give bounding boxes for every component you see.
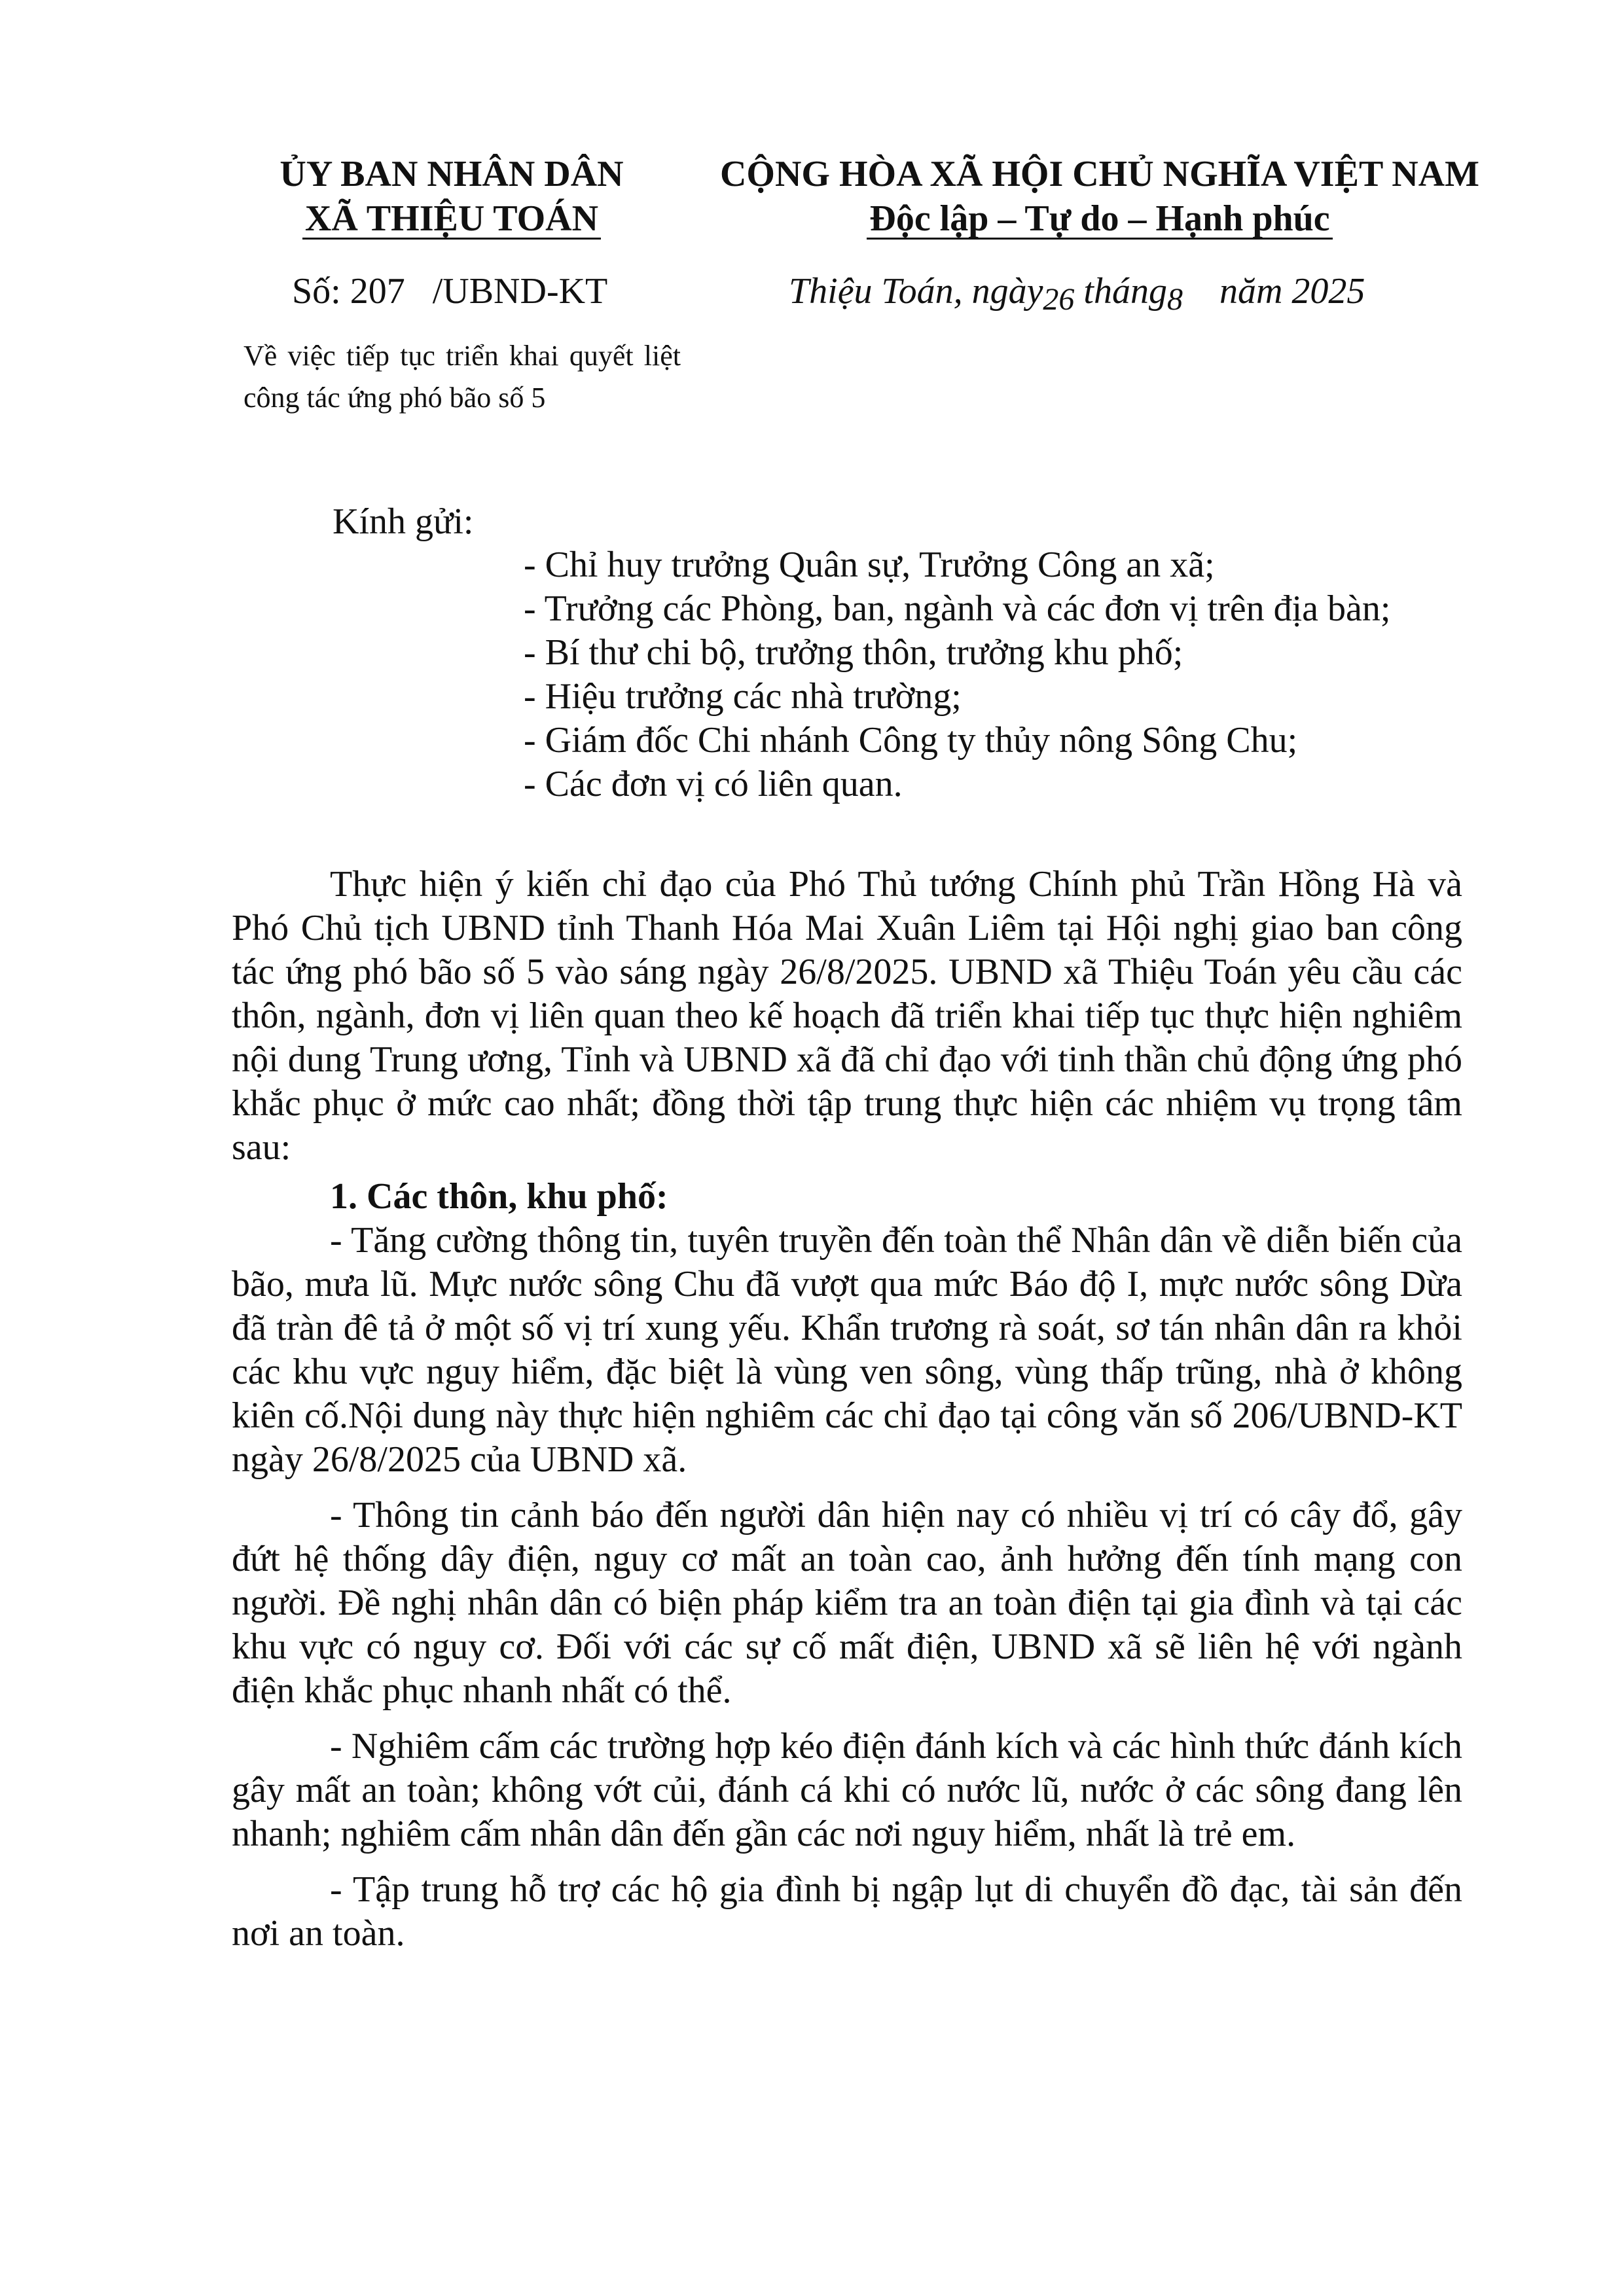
date-prefix: Thiệu Toán, ngày: [789, 271, 1043, 312]
doc-number-prefix: Số:: [292, 271, 350, 312]
nation-name: CỘNG HÒA XÃ HỘI CHỦ NGHĨA VIỆT NAM: [719, 154, 1480, 194]
national-title: [694, 152, 1506, 241]
recipient-item: - Giám đốc Chi nhánh Công ty thủy nông Sông Chu;: [524, 720, 1298, 761]
body-paragraph: - Tăng cường thông tin, tuyên truyền đến toàn thể Nhân dân về diễn biến của bão, mưa lũ. Mực nước sông Chu đã vượt qua mức Báo độ I, mực nước sông Dừa đã tràn đê tả ở một số vị trí xung yếu. Khẩn trương rà soát, sơ tán nhân dân ra khỏi các khu vực nguy hiểm, đặc biệt là vùng ven sông, vùng thấp trũng, nhà ở không kiên cố.Nội dung này thực hiện nghiêm các chỉ đạo tại công văn số 206/UBND-KT ngày 26/8/2025 của UBND xã.: [232, 1220, 1462, 1480]
body-paragraph: - Thông tin cảnh báo đến người dân hiện nay có nhiều vị trí có cây đổ, gây đứt hệ thống dây điện, nguy cơ mất an toàn cao, ảnh hưởng đến tính mạng con người. Đề nghị nhân dân có biện pháp kiểm tra an toàn điện tại gia đình và tại các khu vực có nguy cơ. Đối với các sự cố mất điện, UBND xã sẽ liên hệ với ngành điện khắc phục nhanh nhất có thể.: [232, 1495, 1462, 1711]
section-heading: 1. Các thôn, khu phố:: [330, 1176, 668, 1217]
body-paragraph: - Nghiêm cấm các trường hợp kéo điện đánh kích và các hình thức đánh kích gây mất an toàn; không vớt củi, đánh cá khi có nước lũ, nước ở các sông đang lên nhanh; nghiêm cấm nhân dân đến gần các nơi nguy hiểm, nhất là trẻ em.: [232, 1726, 1462, 1854]
recipient-item: - Trưởng các Phòng, ban, ngành và các đơn vị trên địa bàn;: [524, 588, 1391, 629]
salutation: Kính gửi:: [333, 501, 474, 542]
recipient-item: - Bí thư chi bộ, trưởng thôn, trưởng khu phố;: [524, 632, 1183, 673]
date-month: 8: [1166, 282, 1183, 317]
date-month-label: tháng: [1074, 271, 1167, 312]
date-day: 26: [1043, 282, 1075, 317]
issue-date: [789, 270, 1365, 317]
issuing-authority: [255, 152, 648, 241]
org-name-line2: XÃ THIỆU TOÁN: [302, 200, 601, 240]
national-motto: Độc lập – Tự do – Hạnh phúc: [867, 200, 1332, 240]
recipient-item: - Hiệu trưởng các nhà trường;: [524, 676, 962, 717]
doc-number-value: 207: [350, 271, 405, 312]
document-body: [232, 863, 1462, 1956]
intro-paragraph: Thực hiện ý kiến chỉ đạo của Phó Thủ tướng Chính phủ Trần Hồng Hà và Phó Chủ tịch UBND tỉnh Thanh Hóa Mai Xuân Liêm tại Hội nghị giao ban công tác ứng phó bão số 5 vào sáng ngày 26/8/2025. UBND xã Thiệu Toán yêu cầu các thôn, ngành, đơn vị liên quan theo kế hoạch đã triển khai tiếp tục thực hiện nghiêm nội dung Trung ương, Tỉnh và UBND xã đã chỉ đạo với tinh thần chủ động ứng phó khắc phục ở mức cao nhất; đồng thời tập trung thực hiện các nhiệm vụ trọng tâm sau:: [232, 864, 1462, 1168]
org-name-line1: ỦY BAN NHÂN DÂN: [280, 154, 624, 194]
document-number: [292, 270, 607, 312]
doc-number-suffix: /UBND-KT: [405, 271, 608, 312]
recipient-item: - Các đơn vị có liên quan.: [524, 764, 903, 804]
document-subject: Về việc tiếp tục triển khai quyết liệt công tác ứng phó bão số 5: [244, 340, 681, 414]
body-paragraph: - Tập trung hỗ trợ các hộ gia đình bị ngập lụt di chuyển đồ đạc, tài sản đến nơi an toàn.: [232, 1869, 1462, 1954]
recipient-list: [524, 543, 1390, 806]
date-year: năm 2025: [1182, 271, 1365, 312]
recipient-item: - Chỉ huy trưởng Quân sự, Trưởng Công an xã;: [524, 545, 1215, 585]
